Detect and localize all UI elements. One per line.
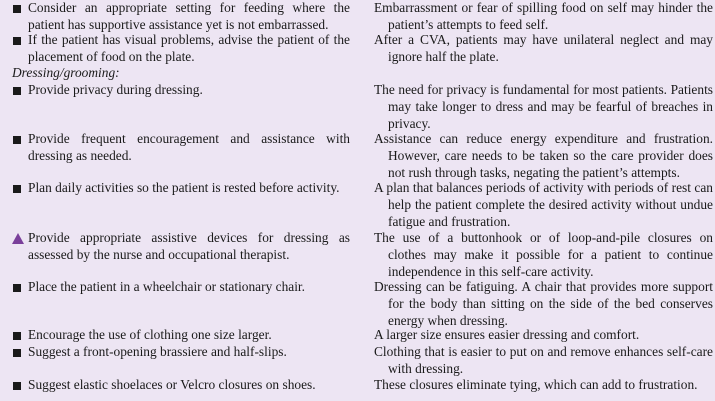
intervention-text: Provide frequent encouragement and assistance with dressing as needed. [28, 131, 350, 163]
square-bullet-icon [12, 377, 24, 394]
intervention-text: Encourage the use of clothing one size larger. [28, 327, 272, 342]
square-bullet-icon [12, 82, 24, 99]
intervention-text: Suggest a front-opening brassiere and half-slips. [28, 344, 287, 359]
square-bullet-icon [12, 279, 24, 296]
square-bullet-icon [12, 131, 24, 148]
rationale-text: The need for privacy is fundamental for most patients. Patients may take longer to dress and may be fearful of breaches in privacy. [374, 82, 713, 131]
rationale-text: A plan that balances periods of activity with periods of rest can help the patient complete the desired activity without undue fatigue and frustration. [374, 180, 713, 229]
rationale-text: Dressing can be fatiguing. A chair that provides more support for the body than sitting on the side of the bed conserves energy when dressing. [374, 279, 713, 328]
rationale-text: Clothing that is easier to put on and remove enhances self-care with dressing. [374, 344, 713, 376]
square-bullet-icon [12, 32, 24, 49]
intervention-text: If the patient has visual problems, advise the patient of the placement of food on the plate. [28, 32, 350, 64]
triangle-bullet-icon [12, 230, 24, 247]
rationale-text: A larger size ensures easier dressing and comfort. [374, 327, 640, 342]
square-bullet-icon [12, 180, 24, 197]
intervention-text: Suggest elastic shoelaces or Velcro closures on shoes. [28, 377, 316, 392]
rationale-text: The use of a buttonhook or of loop-and-pile closures on clothes may make it possible for a patient to continue independence in this self-care activity. [374, 230, 713, 279]
intervention-text: Provide appropriate assistive devices for dressing as assessed by the nurse and occupational therapist. [28, 230, 350, 262]
rationale-text: These closures eliminate tying, which can add to frustration. [374, 377, 698, 392]
intervention-text: Place the patient in a wheelchair or stationary chair. [28, 279, 305, 294]
square-bullet-icon [12, 344, 24, 361]
intervention-text: Plan daily activities so the patient is rested before activity. [28, 180, 340, 195]
intervention-text: Provide privacy during dressing. [28, 82, 203, 97]
rationale-text: After a CVA, patients may have unilateral neglect and may ignore half the plate. [374, 32, 713, 64]
intervention-text: Consider an appropriate setting for feeding where the patient has supportive assistance yet is not embarrassed. [28, 0, 350, 32]
rationale-text: Assistance can reduce energy expenditure and frustration. However, care needs to be taken so the care provider does not rush through tasks, negating the patient’s attempts. [374, 131, 713, 180]
square-bullet-icon [12, 0, 24, 17]
rationale-text: Embarrassment or fear of spilling food on self may hinder the patient’s attempts to feed self. [374, 0, 713, 32]
square-bullet-icon [12, 327, 24, 344]
section-heading: Dressing/grooming: [12, 65, 120, 80]
